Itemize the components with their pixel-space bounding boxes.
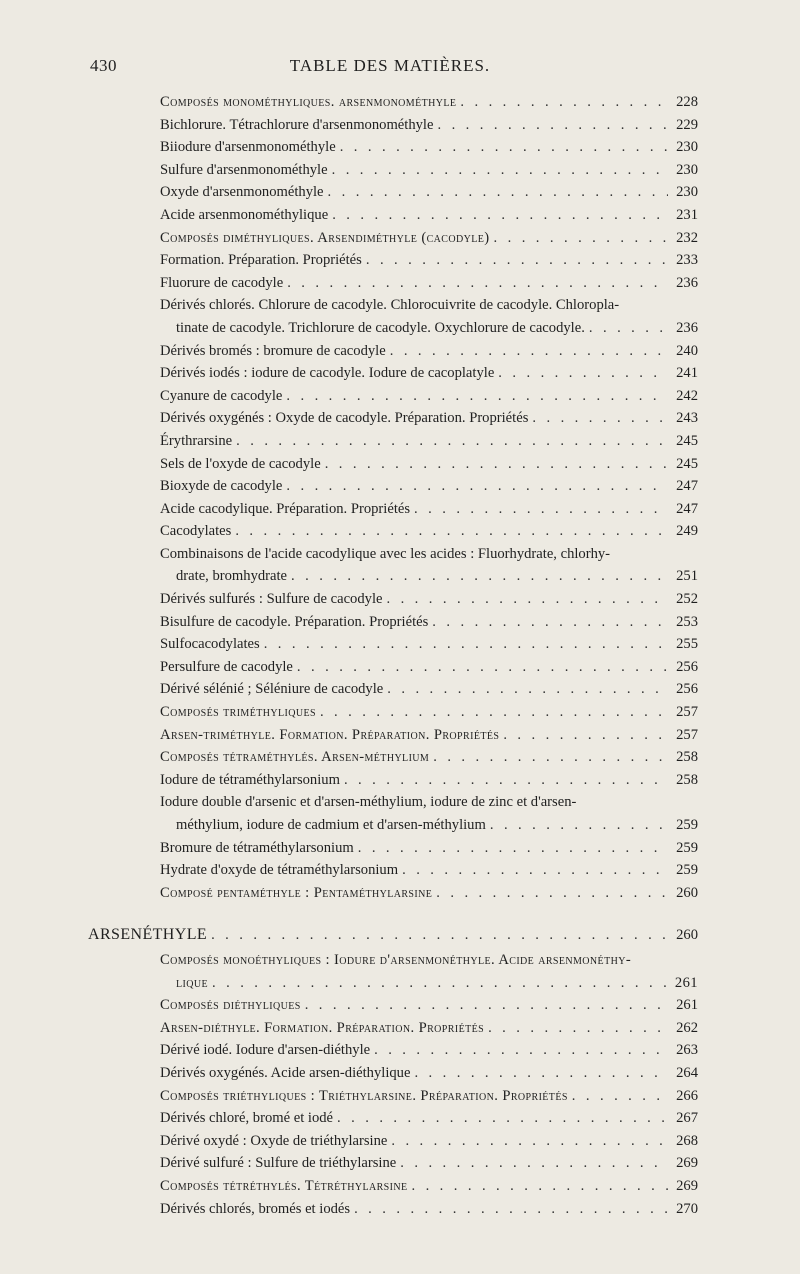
toc-entry-text: Dérivé sulfuré : Sulfure de triéthylarsine [160, 1155, 397, 1172]
toc-page-number: 252 [676, 591, 698, 608]
toc-entry-text: Sulfure d'arsenmonométhyle [160, 161, 328, 178]
toc-page-number: 230 [676, 184, 698, 201]
toc-entry-text: Dérivés chlorés. Chlorure de cacodyle. Chlorocuivrite de cacodyle. Chloropla- [160, 297, 620, 314]
dot-leader [297, 656, 668, 679]
toc-page-number: 260 [676, 884, 698, 901]
toc-entry [160, 1130, 698, 1153]
dot-leader [344, 769, 668, 792]
toc-entry-combinaisons [160, 543, 698, 588]
toc-entry [160, 430, 698, 453]
dot-leader [414, 1062, 668, 1085]
dot-leader [332, 159, 668, 182]
toc-entry [160, 1085, 698, 1108]
dot-leader [589, 317, 668, 340]
toc-entry [160, 701, 698, 724]
dot-leader [328, 181, 668, 204]
toc-section-arsenethyle [88, 924, 698, 947]
toc-entry-text: Oxyde d'arsenmonométhyle [160, 184, 324, 201]
toc-page-number: 236 [676, 274, 698, 291]
toc-entry-text: Iodure de tétraméthylarsonium [160, 771, 340, 788]
toc-entry [160, 453, 698, 476]
dot-leader [320, 701, 668, 724]
toc-entry-text: Érythrarsine [160, 432, 233, 449]
toc-entry [160, 520, 698, 543]
page-number: 430 [90, 56, 117, 75]
toc-entry [160, 159, 698, 182]
toc-entry [160, 656, 698, 679]
toc-entry [160, 633, 698, 656]
toc-entry-text: Iodure double d'arsenic et d'arsen-méthylium, iodure de zinc et d'arsen- [160, 794, 577, 811]
toc-page-number: 267 [676, 1110, 698, 1127]
toc-page-number: 247 [676, 478, 698, 495]
dot-leader [433, 746, 668, 769]
toc-page-number: 249 [676, 523, 698, 540]
toc-page-number: 266 [676, 1087, 698, 1104]
dot-leader [286, 385, 668, 408]
dot-leader [488, 1017, 668, 1040]
dot-leader [337, 1107, 668, 1130]
toc-entry-text: Sels de l'oxyde de cacodyle [160, 455, 321, 472]
dot-leader [436, 882, 668, 905]
toc-entry-text: Dérivé iodé. Iodure d'arsen-diéthyle [160, 1042, 371, 1059]
dot-leader [291, 565, 668, 588]
dot-leader [236, 430, 668, 453]
toc-entry-text: Composé pentaméthyle : Pentaméthylarsine [160, 884, 433, 901]
toc-page-number: 269 [676, 1155, 698, 1172]
toc-entry [160, 859, 698, 882]
dot-leader [235, 520, 668, 543]
toc-group-tetramethyl [160, 837, 698, 905]
toc-page-number: 259 [676, 839, 698, 856]
toc-entry-text: Composés monoéthyliques : Iodure d'arsenmonéthyle. Acide arsenmonéthy- [160, 951, 632, 968]
toc-entry [160, 136, 698, 159]
dot-leader [386, 588, 668, 611]
dot-leader [572, 1085, 668, 1108]
dot-leader [411, 1175, 668, 1198]
page-header [90, 56, 690, 80]
toc-entry [160, 769, 698, 792]
toc-entry [160, 837, 698, 860]
toc-entry [160, 227, 698, 250]
toc-page-number: 230 [676, 139, 698, 156]
dot-leader [437, 114, 668, 137]
dot-leader [332, 204, 668, 227]
toc-entry-text: Arsen-diéthyle. Formation. Préparation. Propriétés [160, 1019, 485, 1036]
toc-page-number: 251 [676, 568, 698, 585]
toc-entry [160, 1017, 698, 1040]
dot-leader [402, 859, 668, 882]
section-heading: ARSENÉTHYLE [88, 926, 208, 944]
toc-entry-text: Fluorure de cacodyle [160, 274, 284, 291]
toc-entry-text: Dérivés iodés : iodure de cacodyle. Iodure de cacoplatyle [160, 365, 495, 382]
toc-page-number: 264 [676, 1064, 698, 1081]
toc-entry-text: Hydrate d'oxyde de tétraméthylarsonium [160, 862, 399, 879]
toc-page-number: 256 [676, 658, 698, 675]
toc-entry-text: Combinaisons de l'acide cacodylique avec les acides : Fluorhydrate, chlorhy- [160, 545, 611, 562]
toc-entry [160, 498, 698, 521]
toc-entry [160, 588, 698, 611]
toc-page-number: 255 [676, 636, 698, 653]
toc-page-number: 258 [676, 749, 698, 766]
dot-leader [212, 972, 668, 995]
dot-leader [340, 136, 668, 159]
toc-entry-text: Acide arsenmonométhylique [160, 206, 329, 223]
toc-entry-text: Composés monométhyliques. arsenmonométhyle [160, 94, 457, 110]
dot-leader [532, 407, 668, 430]
toc-page-number: 269 [676, 1177, 698, 1194]
dot-leader [366, 249, 668, 272]
toc-page-number: 247 [676, 500, 698, 517]
toc-page-number: 259 [676, 862, 698, 879]
toc-entry-monoethyliques [160, 949, 698, 994]
toc-group-cacodyle [160, 340, 698, 543]
toc-page-number: 242 [676, 387, 698, 404]
toc-page-number: 243 [676, 410, 698, 427]
toc-page-number: 229 [676, 116, 698, 133]
toc-page-number: 260 [676, 927, 698, 944]
toc-page-number: 230 [676, 161, 698, 178]
toc-page-number: 259 [676, 817, 698, 833]
toc-entry [160, 114, 698, 137]
toc-entry-text: Formation. Préparation. Propriétés [160, 252, 362, 269]
toc-entry [160, 91, 698, 114]
dot-leader [391, 1130, 668, 1153]
toc-entry-text: Dérivé sélénié ; Séléniure de cacodyle [160, 681, 384, 698]
toc-page-number: 270 [676, 1200, 698, 1217]
toc-page-number: 228 [676, 94, 698, 110]
running-title: TABLE DES MATIÈRES. [289, 56, 491, 75]
toc-entry [160, 362, 698, 385]
toc-group-arsenmonomethyle [160, 91, 698, 294]
toc-page-number: 236 [676, 319, 698, 336]
toc-page-number: 263 [676, 1042, 698, 1059]
dot-leader [305, 994, 668, 1017]
toc-entry-text: Persulfure de cacodyle [160, 658, 293, 675]
toc-entry-text: Arsen-triméthyle. Formation. Préparation. Propriétés [160, 726, 500, 743]
toc-entry-text: Dérivés bromés : bromure de cacodyle [160, 342, 386, 359]
toc-entry [160, 475, 698, 498]
toc-page-number: 261 [674, 974, 698, 991]
dot-leader [432, 611, 668, 634]
toc-page-number: 253 [676, 613, 698, 630]
dot-leader [264, 633, 668, 656]
dot-leader [287, 272, 668, 295]
toc-entry [160, 1198, 698, 1221]
toc-entry [160, 181, 698, 204]
toc-entry [160, 882, 698, 905]
toc-entry-text: Dérivés oxygénés : Oxyde de cacodyle. Préparation. Propriétés [160, 410, 529, 427]
toc-entry [160, 611, 698, 634]
dot-leader [354, 1198, 668, 1221]
toc-entry [160, 272, 698, 295]
toc-entry [160, 204, 698, 227]
toc-entry [160, 994, 698, 1017]
toc-entry-text: Composés triméthyliques [160, 704, 316, 721]
toc-entry-text: Acide cacodylique. Préparation. Propriétés [160, 500, 411, 517]
dot-leader [390, 340, 668, 363]
toc-entry-text: Composés diméthyliques. Arsendiméthyle (cacodyle) [160, 229, 490, 246]
toc-entry [160, 249, 698, 272]
toc-entry-iodure-double [160, 791, 698, 836]
toc-page-number: 256 [676, 681, 698, 698]
toc-page-number: 232 [676, 229, 698, 246]
toc-entry-text: Dérivés sulfurés : Sulfure de cacodyle [160, 591, 383, 608]
dot-leader [460, 91, 668, 114]
toc-group-ethyl [160, 994, 698, 1220]
toc-page-number: 262 [676, 1019, 698, 1036]
toc-entry [160, 746, 698, 769]
toc-page-number: 240 [676, 342, 698, 359]
toc-entry-text: Composés tétraméthylés. Arsen-méthylium [160, 749, 430, 766]
toc-page-number: 257 [676, 704, 698, 721]
toc-entry [160, 724, 698, 747]
toc-page-number: 245 [676, 432, 698, 449]
toc-entry-text: Composés tétréthylés. Tétréthylarsine [160, 1177, 408, 1194]
toc-entry-text: Bisulfure de cacodyle. Préparation. Propriétés [160, 613, 429, 630]
toc-entry [160, 1175, 698, 1198]
toc-entry-text: Biiodure d'arsenmonométhyle [160, 139, 336, 156]
toc-entry [160, 1107, 698, 1130]
toc-entry [160, 407, 698, 430]
toc-entry-text: Dérivés oxygénés. Acide arsen-diéthylique [160, 1064, 411, 1081]
toc-entry-text: drate, bromhydrate [176, 568, 288, 585]
dot-leader [387, 678, 668, 701]
toc-page-number: 268 [676, 1132, 698, 1149]
toc-entry-text: Composés diéthyliques [160, 997, 301, 1014]
toc-group-sulfures [160, 588, 698, 791]
toc-page-number: 241 [676, 365, 698, 382]
toc-entry [160, 340, 698, 363]
toc-entry-derives-chlores [160, 294, 698, 339]
toc-entry-text: Dérivé oxydé : Oxyde de triéthylarsine [160, 1132, 388, 1149]
table-of-contents [88, 91, 698, 1220]
toc-entry-text: Dérivés chloré, bromé et iodé [160, 1110, 334, 1127]
toc-entry [160, 385, 698, 408]
toc-entry-text: lique [176, 974, 208, 991]
toc-entry-text: Cacodylates [160, 523, 232, 540]
dot-leader [494, 227, 669, 250]
dot-leader [211, 924, 668, 947]
toc-page-number: 245 [676, 455, 698, 472]
dot-leader [503, 724, 668, 747]
toc-entry-text: tinate de cacodyle. Trichlorure de cacodyle. Oxychlorure de cacodyle. [176, 319, 585, 336]
toc-entry-text: Composés triéthyliques : Triéthylarsine. Préparation. Propriétés [160, 1087, 568, 1104]
dot-leader [490, 814, 668, 837]
dot-leader [400, 1152, 668, 1175]
toc-entry [160, 678, 698, 701]
toc-page-number: 233 [676, 252, 698, 269]
toc-page-number: 257 [676, 726, 698, 743]
dot-leader [414, 498, 668, 521]
toc-page-number: 261 [676, 997, 698, 1014]
toc-entry [160, 1152, 698, 1175]
toc-entry-text: Bioxyde de cacodyle [160, 478, 283, 495]
dot-leader [358, 837, 668, 860]
dot-leader [498, 362, 668, 385]
toc-entry-text: Bromure de tétraméthylarsonium [160, 839, 354, 856]
toc-page-number: 258 [676, 771, 698, 788]
dot-leader [374, 1039, 668, 1062]
toc-entry-text: Bichlorure. Tétrachlorure d'arsenmonométhyle [160, 116, 434, 133]
dot-leader [286, 475, 668, 498]
toc-entry-text: Cyanure de cacodyle [160, 387, 283, 404]
toc-entry [160, 1062, 698, 1085]
toc-entry-text: Dérivés chlorés, bromés et iodés [160, 1200, 351, 1217]
toc-entry [160, 1039, 698, 1062]
toc-page-number: 231 [676, 206, 698, 223]
dot-leader [325, 453, 668, 476]
toc-entry-text: Sulfocacodylates [160, 636, 260, 653]
toc-entry-text: méthylium, iodure de cadmium et d'arsen-méthylium [176, 817, 486, 833]
